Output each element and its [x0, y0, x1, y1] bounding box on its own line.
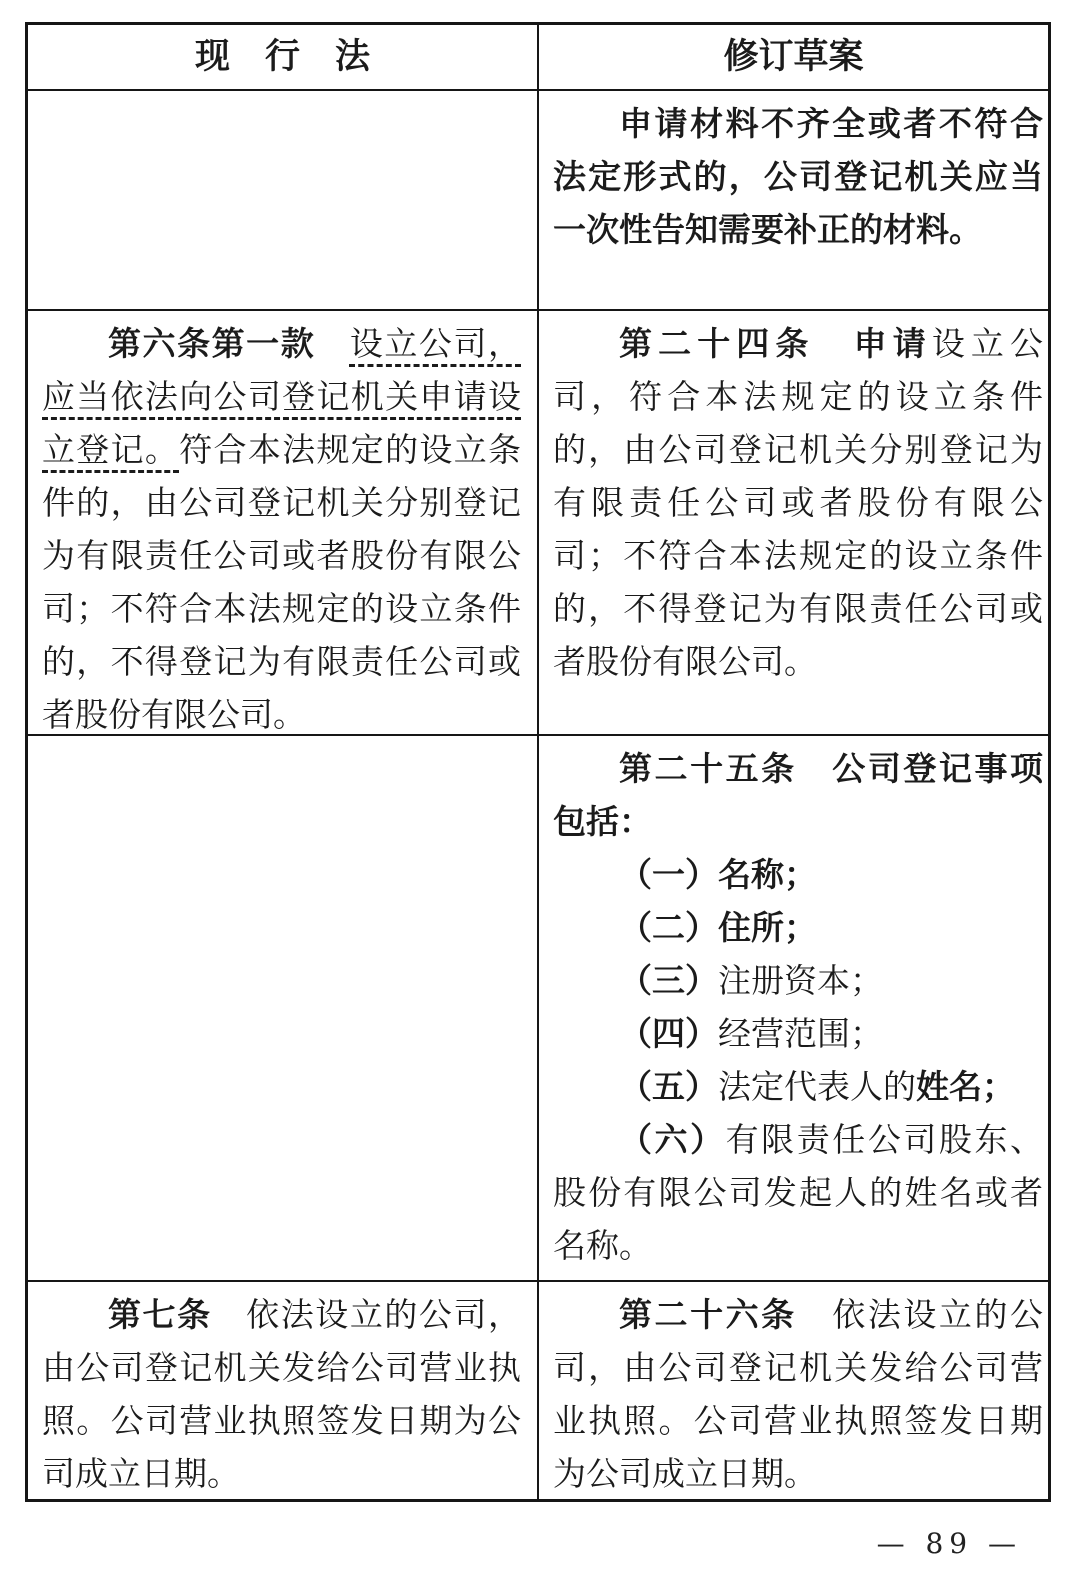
emphasized-text: 第二十四条 [619, 324, 815, 363]
emphasized-text: （三） [619, 961, 718, 1000]
paragraph [553, 901, 1043, 954]
current-law-cell [28, 736, 539, 1280]
body-text: 符合本法规定的设立条件的，由公司登记机关分别登记为有限责任公司或者股份有限公司；不符合本法规定的设立条件的，不得登记为有限责任公司或者股份有限公司。 [42, 430, 522, 734]
body-text: 经营范围； [718, 1014, 883, 1053]
body-text: 有限责任公司股东、股份有限公司发起人的姓名或者名称。 [553, 1120, 1044, 1265]
table-row [28, 309, 1048, 734]
body-text: 依法设立的公司，由公司登记机关发给公司营业执照。公司营业执照签发日期为公司成立日期。 [553, 1295, 1044, 1493]
comparison-table [25, 22, 1051, 1502]
current-law-cell [28, 91, 539, 309]
current-law-cell [28, 311, 539, 734]
revision-draft-cell [539, 736, 1048, 1280]
emphasized-text: 第二十六条 [619, 1295, 797, 1334]
paragraph [553, 1288, 1043, 1499]
column-header-revision-draft: 修订草案 [723, 36, 864, 77]
table-header-row [28, 25, 1048, 89]
emphasized-text: 第七条 [108, 1295, 212, 1334]
table-row [28, 89, 1048, 309]
paragraph [42, 1288, 521, 1499]
emphasized-text: 第二十五条 公司登记事项包括： [553, 749, 1043, 841]
revision-draft-cell [539, 311, 1048, 734]
emphasized-text: （二）住所； [619, 908, 817, 947]
page-number: — 89 — [876, 1527, 1022, 1560]
emphasized-text: （六） [619, 1120, 726, 1159]
body-text: 设立公司，符合本法规定的设立条件的，由公司登记机关分别登记为有限责任公司或者股份有限公司；不符合本法规定的设立条件的，不得登记为有限责任公司或者股份有限公司。 [553, 324, 1044, 681]
emphasized-text: 申请材料不齐全或者不符合法定形式的，公司登记机关应当一次性告知需要补正的材料。 [553, 104, 1043, 249]
paragraph [42, 317, 521, 734]
paragraph [553, 848, 1043, 901]
emphasized-text: （五） [619, 1067, 718, 1106]
paragraph [553, 317, 1043, 688]
body-text: 注册资本； [718, 961, 883, 1000]
body-text: 依法设立的公司，由公司登记机关发给公司营业执照。公司营业执照签发日期为公司成立日期。 [42, 1295, 522, 1493]
emphasized-text: 申请 [853, 324, 932, 363]
body-text [815, 324, 854, 363]
column-header-current-law: 现 行 法 [28, 25, 539, 89]
emphasized-text: （四） [619, 1014, 718, 1053]
table-row [28, 734, 1048, 1280]
emphasized-text: 姓名； [916, 1067, 1015, 1106]
paragraph [553, 954, 1043, 1007]
current-law-cell [28, 1282, 539, 1499]
emphasized-text: 第六条第一款 [108, 324, 316, 363]
paragraph [553, 1113, 1043, 1272]
paragraph [553, 1007, 1043, 1060]
paragraph [553, 1060, 1043, 1113]
paragraph [553, 97, 1043, 256]
body-text: 法定代表人的 [718, 1067, 916, 1106]
table-row [28, 1280, 1048, 1499]
paragraph [553, 742, 1043, 848]
body-text [315, 324, 350, 363]
deleted-text-underline: 设立公司，应当依法向公司登记机关申请设立登记。 [42, 324, 522, 469]
revision-draft-cell [539, 91, 1048, 309]
revision-draft-cell [539, 1282, 1048, 1499]
emphasized-text: （一）名称； [619, 855, 817, 894]
